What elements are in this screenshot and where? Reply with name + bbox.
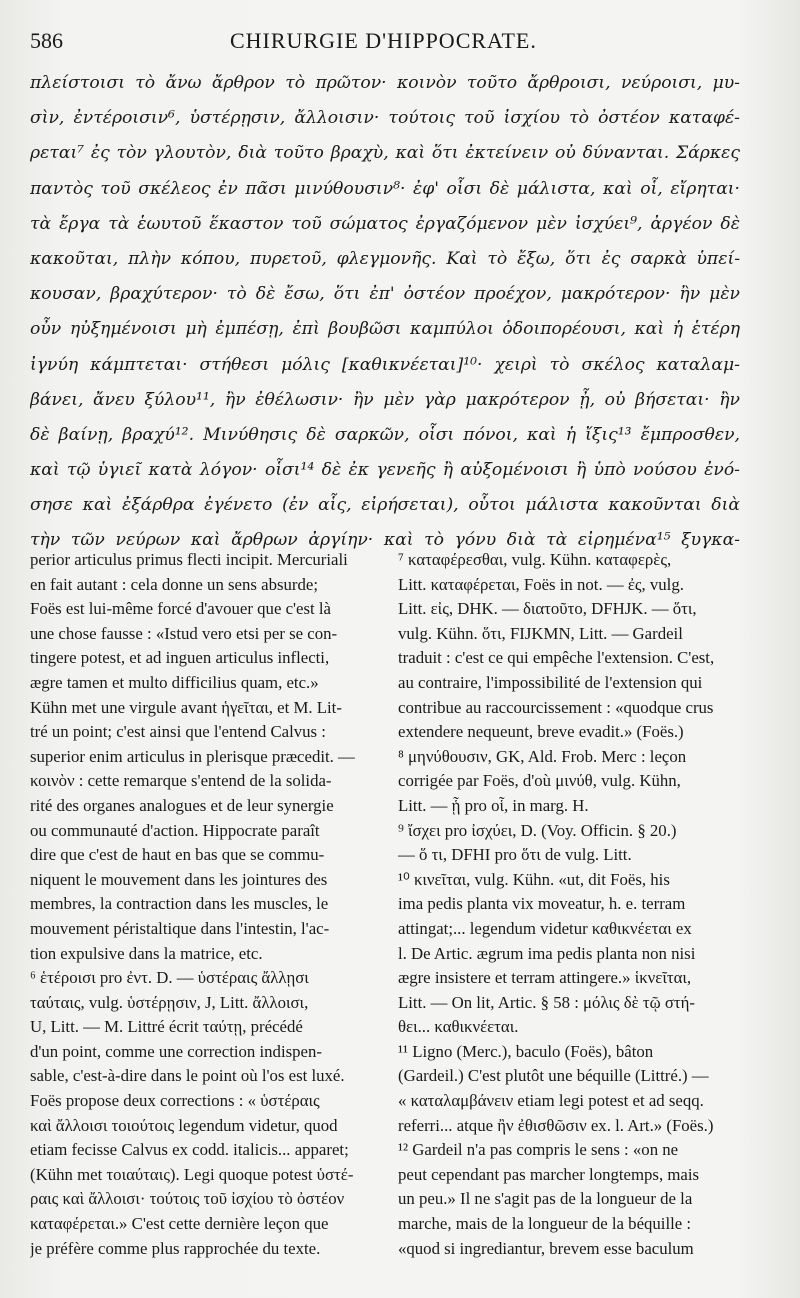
footnote-line: Foës est lui-même forcé d'avouer que c'est là (30, 599, 332, 619)
greek-text-line: ρεται⁷ ἐς τὸν γλουτὸν, διὰ τοῦτο βραχὺ, καὶ ὅτι ἐκτείνειν οὐ δύνανται. Σάρκες (30, 143, 740, 164)
footnote-line: ⁸ μηνύθουσιν, GK, Ald. Frob. Merc : leçon (398, 746, 687, 766)
footnote-line: «quod si ingrediantur, brevem esse baculum (398, 1238, 694, 1258)
footnote-line: ραις καὶ ἄλλοισι· τούτοις τοῦ ἰσχίου τὸ ὀστέον (30, 1189, 345, 1209)
greek-text-line: πλείστοισι τὸ ἄνω ἄρθρον τὸ πρῶτον· κοινὸν τοῦτο ἄρθροισι, νεύροισι, μυ- (30, 73, 740, 93)
footnote-line: ima pedis planta vix moveatur, h. e. terram (398, 894, 686, 914)
greek-text-line: τὰ ἔργα τὰ ἑωυτοῦ ἕκαστον τοῦ σώματος ἐργαζόμενον μὲν ἰσχύει⁹, ἀργέον δὲ (30, 213, 740, 234)
footnote-line: Litt. — On lit, Artic. § 58 : μόλις δὲ τῷ στή- (398, 992, 696, 1012)
footnotes-left-column (30, 548, 370, 1261)
footnote-line: superior enim articulus in plerisque præcedit. — (30, 746, 355, 766)
footnote-line: referri... atque ἢν ἐθισθῶσιν ex. l. Art.» (Foës.) (398, 1115, 714, 1135)
footnote-line: ægre insistere et terram attingere.» ἱκνεῖται, (398, 968, 692, 988)
page-number: 586 (30, 28, 63, 53)
footnote-line: l. De Artic. ægrum ima pedis planta non nisi (398, 943, 696, 963)
greek-text-line: παντὸς τοῦ σκέλεος ἐν πᾶσι μινύθουσιν⁸· ἐφ' οἷσι δὲ μάλιστα, καὶ οἷ, εἴρηται· (30, 178, 740, 199)
footnote-line: tingere potest, et ad inguen articulus inflecti, (30, 648, 330, 668)
footnote-line: tré un point; c'est ainsi que l'entend Calvus : (30, 722, 326, 742)
footnote-line: (Gardeil.) C'est plutôt une béquille (Littré.) — (398, 1066, 709, 1086)
greek-main-text (30, 66, 740, 559)
footnote-line: vulg. Kühn. ὅτι, FIJKMN, Litt. — Gardeil (398, 623, 683, 643)
footnote-line: une chose fausse : «Istud vero etsi per se con- (30, 623, 338, 643)
footnote-line: je préfère comme plus rapprochée du texte. (30, 1238, 321, 1258)
footnote-line: peut cependant pas marcher longtemps, mais (398, 1164, 700, 1184)
footnote-line: Foës propose deux corrections : « ὑστέραις (30, 1091, 320, 1111)
page-header (30, 28, 730, 58)
footnote-line: dire que c'est de haut en bas que se commu- (30, 845, 325, 865)
footnote-line: en fait autant : cela donne un sens absurde; (30, 574, 318, 594)
footnote-line: membres, la contraction dans les muscles, le (30, 894, 329, 914)
greek-text-line: καὶ τῷ ὑγιεῖ κατὰ λόγον· οἷσι¹⁴ δὲ ἐκ γενεῆς ἢ αὐξομένοισι ἢ ὑπὸ νούσου ἐνό- (30, 460, 740, 481)
footnote-line: mouvement péristaltique dans l'intestin, l'ac- (30, 918, 330, 938)
greek-text-line: βάνει, ἄνευ ξύλου¹¹, ἢν ἐθέλωσιν· ἢν μὲν γὰρ μακρότερον ᾖ, οὐ βήσεται· ἢν (30, 389, 740, 410)
footnote-line: (Kühn met τοιαύταις). Legi quoque potest ὑστέ- (30, 1164, 354, 1184)
footnote-line: — ὅ τι, DFHI pro ὅτι de vulg. Litt. (398, 845, 632, 865)
footnote-line: θει... καθικνέεται. (398, 1017, 519, 1037)
greek-text-line: ἰγνύη κάμπτεται· στήθεσι μόλις [καθικνέεται]¹⁰· χειρὶ τὸ σκέλος καταλαμ- (30, 354, 740, 375)
footnote-line: contribue au raccourcissement : «quodque crus (398, 697, 714, 717)
footnote-line: perior articulus primus flecti incipit. Mercuriali (30, 550, 348, 569)
footnote-line: traduit : c'est ce qui empêche l'extension. C'est, (398, 648, 715, 668)
footnote-line: ταύταις, vulg. ὑστέρῃσιν, J, Litt. ἄλλοισι, (30, 992, 309, 1012)
greek-text-line: κουσαν, βραχύτερον· τὸ δὲ ἔσω, ὅτι ἐπ' ὀστέον προέχον, μακρότερον· ἢν μὲν (30, 284, 740, 305)
footnote-line: ou communauté d'action. Hippocrate paraît (30, 820, 320, 840)
footnote-line: d'un point, comme une correction indispen- (30, 1041, 322, 1061)
greek-text-line: τὴν τῶν νεύρων καὶ ἄρθρων ἀργίην· καὶ τὸ γόνυ διὰ τὰ εἰρημένα¹⁵ ξυγκα- (30, 530, 740, 551)
footnote-line: attingat;... legendum videtur καθικνέεται ex (398, 918, 692, 938)
footnotes-right-column (398, 548, 738, 1261)
footnote-line: au contraire, l'impossibilité de l'extension qui (398, 672, 703, 692)
greek-text-line: δὲ βαίνῃ, βραχύ¹². Μινύθησις δὲ σαρκῶν, οἷσι πόνοι, καὶ ἡ ἴξις¹³ ἔμπροσθεν, (30, 424, 740, 445)
footnote-line: ¹¹ Ligno (Merc.), baculo (Foës), bâton (398, 1041, 654, 1061)
footnote-line: U, Litt. — M. Littré écrit ταύτῃ, précédé (30, 1017, 303, 1037)
footnote-line: « καταλαμβάνειν etiam legi potest et ad seqq. (398, 1091, 704, 1111)
footnote-line: ⁷ καταφέρεσθαι, vulg. Kühn. καταφερὲς, (398, 550, 672, 569)
greek-text-line: σὶν, ἐντέροισιν⁶, ὑστέρῃσιν, ἄλλοισιν· τούτοις τοῦ ἰσχίου τὸ ὀστέον καταφέ- (30, 108, 740, 129)
footnote-line: niquent le mouvement dans les jointures des (30, 869, 328, 889)
footnote-line: ⁶ ἑτέροισι pro ἐντ. D. — ὑστέραις ἄλλῃσι (30, 968, 309, 988)
footnote-line: rité des organes analogues et de leur synergie (30, 795, 334, 815)
greek-text-line: κακοῦται, πλὴν κόπου, πυρετοῦ, φλεγμονῆς. Καὶ τὸ ἔξω, ὅτι ἐς σαρκὰ ὑπεί- (30, 248, 740, 269)
greek-text-line: σησε καὶ ἐξάρθρα ἐγένετο (ἐν αἷς, εἰρήσεται), οὗτοι μάλιστα κακοῦνται διὰ (30, 495, 740, 516)
footnote-line: ¹⁰ κινεῖται, vulg. Kühn. «ut, dit Foës, his (398, 869, 670, 889)
footnote-line: Kühn met une virgule avant ἡγεῖται, et M. Lit- (30, 697, 342, 717)
footnote-line: Litt. εἰς, DHK. — διατοῦτο, DFHJK. — ὅτι, (398, 599, 697, 619)
footnote-line: Litt. καταφέρεται, Foës in not. — ἐς, vulg. (398, 574, 684, 594)
footnote-line: καταφέρεται.» C'est cette dernière leçon que (30, 1214, 329, 1234)
footnote-line: ægre tamen et multo difficilius quam, etc.» (30, 672, 319, 692)
footnote-line: ⁹ ἴσχει pro ἰσχύει, D. (Voy. Officin. § 20.) (398, 820, 677, 840)
footnote-line: corrigée par Foës, d'où μινύθ, vulg. Kühn, (398, 771, 681, 791)
footnote-line: ¹² Gardeil n'a pas compris le sens : «on ne (398, 1140, 679, 1160)
footnote-line: καὶ ἄλλοισι τοιούτοις legendum videtur, quod (30, 1115, 338, 1135)
footnote-line: etiam fecisse Calvus ex codd. italicis... apparet; (30, 1140, 349, 1160)
running-head: CHIRURGIE D'HIPPOCRATE. (230, 28, 537, 53)
greek-text-line: οὖν ηὐξημένοισι μὴ ἐμπέσῃ, ἐπὶ βουβῶσι καμπύλοι ὁδοιπορέουσι, καὶ ἡ ἑτέρη (30, 319, 740, 340)
footnote-line: κοινὸν : cette remarque s'entend de la solida- (30, 771, 332, 791)
footnote-line: marche, mais de la longueur de la béquille : (398, 1214, 692, 1234)
footnote-line: Litt. — ᾗ pro οἷ, in marg. H. (398, 795, 589, 815)
footnote-line: un peu.» Il ne s'agit pas de la longueur de la (398, 1189, 693, 1209)
footnote-line: sable, c'est-à-dire dans le point où l'os est luxé. (30, 1066, 345, 1086)
footnote-line: tion expulsive dans la matrice, etc. (30, 943, 263, 963)
footnotes (30, 548, 742, 1268)
footnote-line: extendere nequeunt, breve evadit.» (Foës.) (398, 722, 684, 742)
